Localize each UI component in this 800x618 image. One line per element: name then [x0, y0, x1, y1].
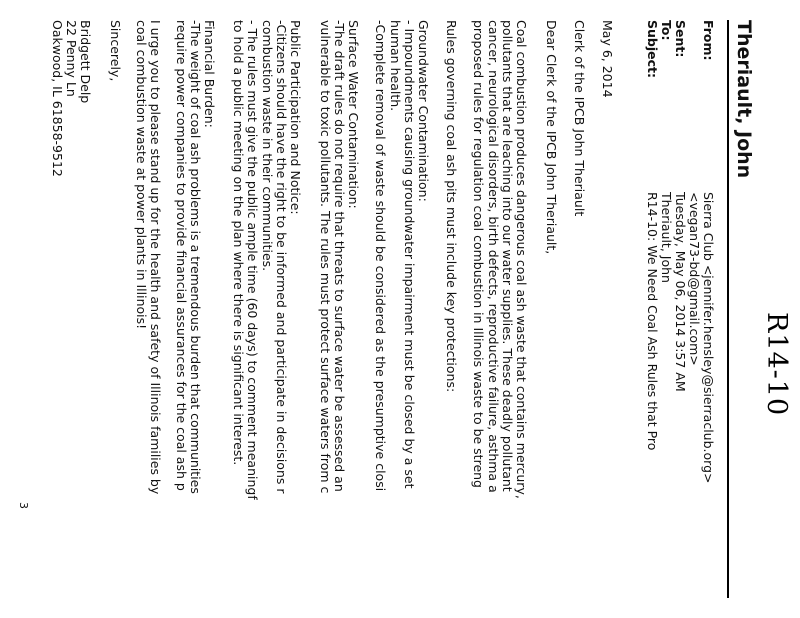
signer-street: 22 Penny Ln	[63, 20, 79, 97]
financial-section	[173, 20, 216, 494]
body-line: require power companies to provide financial assurances for the coal ash p	[173, 20, 189, 491]
letter-date: May 6, 2014	[600, 20, 615, 98]
body-line: human health.	[387, 20, 403, 112]
body-line: pollutants that are leaching into our water supplies. These deadly pollutant	[499, 20, 515, 492]
body-line: coal combustion waste at power plants in Illinois!	[133, 20, 149, 330]
section-heading: Groundwater Contamination:	[416, 20, 431, 202]
urge-paragraph	[134, 20, 162, 494]
body-line: to hold a public meeting on the plan where there is significant interest.	[231, 20, 247, 466]
from-label: From:	[701, 20, 716, 61]
section-heading: Surface Water Contamination:	[346, 20, 361, 209]
recipient-line: Clerk of the IPCB John Theriault	[572, 20, 587, 217]
subject-value: R14-10: We Need Coal Ash Rules that Pro	[645, 192, 660, 451]
body-line: Coal combustion produces dangerous coal ash waste that contains mercury,	[514, 20, 529, 499]
body-line: -Complete removal of waste should be considered as the presumptive closi	[373, 20, 389, 492]
from-value-line2: <vegan73-bd@gmail.com>	[687, 192, 702, 366]
intro-paragraph	[471, 20, 528, 499]
sent-label: Sent:	[673, 20, 688, 58]
body-line: proposed rules for regulation coal combustion in Illinois waste to be streng	[471, 20, 487, 488]
body-line: - The rules must give the public ample time (60 days) to comment meaningf	[245, 20, 261, 500]
section-heading: Public Participation and Notice:	[288, 20, 303, 215]
sent-value: Tuesday, May 06, 2014 3:57 AM	[673, 192, 688, 392]
participation-section	[231, 20, 302, 500]
groundwater-section	[373, 20, 430, 491]
body-line: -The draft rules do not require that threats to surface water be assessed an	[331, 20, 347, 492]
signer-name: Bridgett Delp	[78, 20, 93, 104]
body-line: combustion waste in their communities.	[259, 20, 275, 272]
rules-line: Rules governing coal ash pits must include key protections:	[444, 20, 459, 393]
signature-block	[49, 20, 92, 177]
subject-label: Subject:	[645, 20, 660, 78]
page-number: 3	[17, 502, 30, 509]
closing: Sincerely,	[108, 20, 123, 82]
body-line: cancer, neurological disorders, birth defects, reproductive failure, asthma a	[485, 20, 501, 493]
body-line: - Impoundments causing groundwater impairment must be closed by a set	[401, 20, 417, 489]
to-label: To:	[659, 20, 674, 41]
body-line: vulnerable to toxic pollutants. The rules must protect surface waters from c	[317, 20, 333, 494]
body-line: I urge you to please stand up for the health and safety of Illinois families by	[148, 20, 163, 495]
from-value-line1: Sierra Club <jennifer.hensley@sierraclub.org>	[701, 192, 716, 484]
signer-city: Oakwood, IL 61858-9512	[49, 20, 65, 177]
heading-rule	[727, 20, 729, 598]
salutation: Dear Clerk of the IPCB John Theriault,	[544, 20, 559, 255]
section-heading: Financial Burden:	[202, 20, 217, 128]
to-value: Theriault, John	[659, 192, 674, 283]
body-line: -Citizens should have the right to be informed and participate in decisions r	[273, 20, 289, 494]
surface-water-section	[317, 20, 360, 493]
docket-stamp: R14-10	[761, 312, 792, 417]
sender-heading: Theriault, John	[733, 20, 755, 179]
body-line: -The weight of coal ash problems is a tremendous burden that communities	[187, 20, 203, 494]
